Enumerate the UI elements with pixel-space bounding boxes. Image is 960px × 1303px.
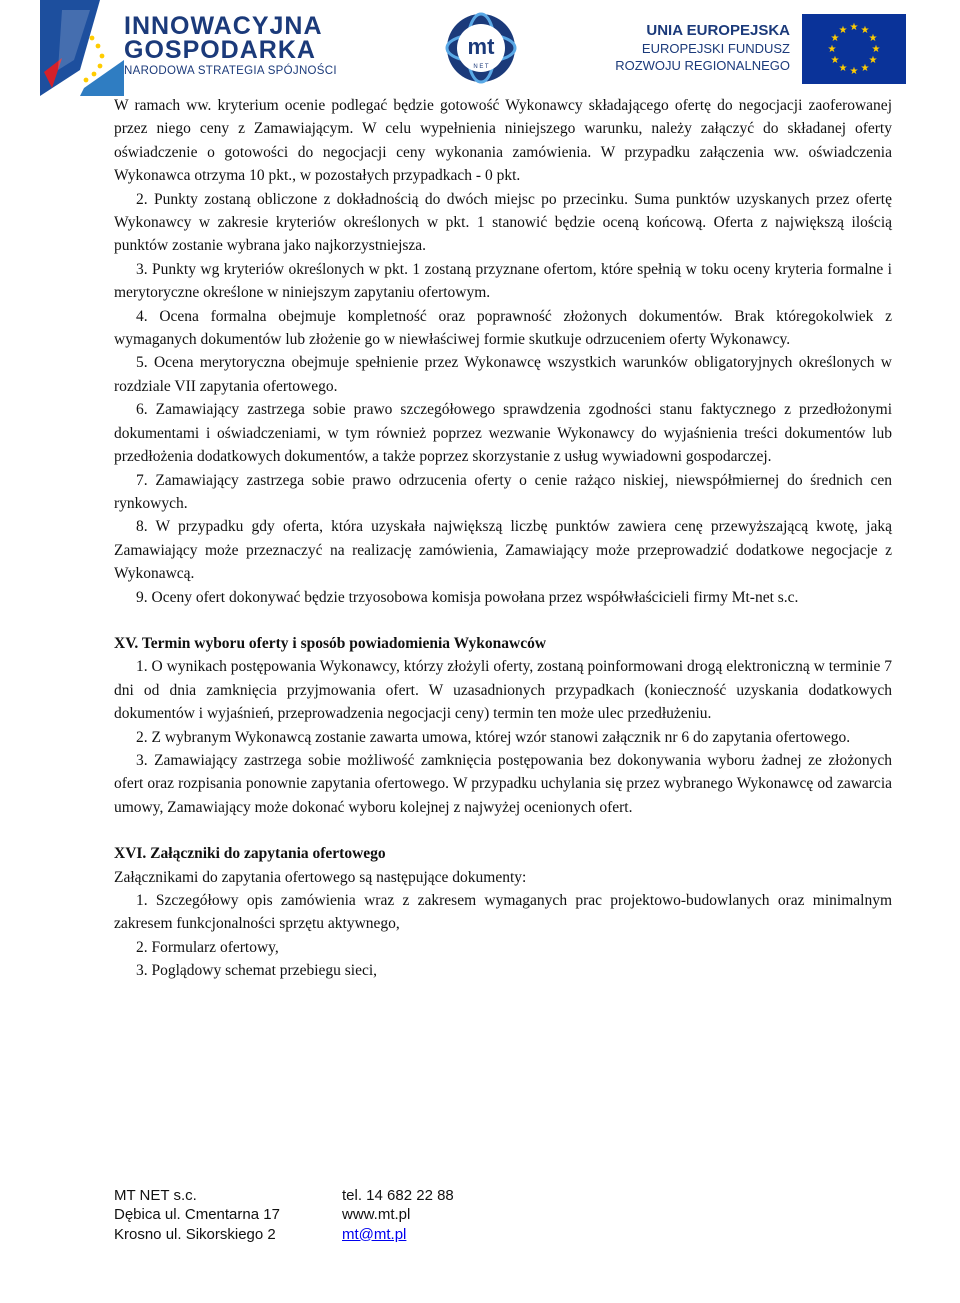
mt-logo-net: N E T (473, 64, 489, 70)
paragraph-item-6: 6. Zamawiający zastrzega sobie prawo szczegółowego sprawdzenia zgodności stanu faktycznego z przedłożonymi dokumentami i oświadczeniami, w tym również poprzez wezwanie Wykonawcy do wyjaśnienia treści dokumentów lub przedłożenia dodatkowych dokumentów, a także poprzez skorzystanie z usług wywiadowni gospodarczej. (114, 401, 892, 466)
ig-title-line2: GOSPODARKA (124, 36, 316, 64)
page-header (0, 0, 960, 96)
footer-website[interactable]: www.mt.pl (342, 1206, 411, 1224)
svg-text:★: ★ (860, 25, 870, 36)
svg-text:★: ★ (868, 55, 878, 66)
footer-phone: tel. 14 682 22 88 (342, 1187, 454, 1204)
paragraph-item-7: 7. Zamawiający zastrzega sobie prawo odrzucenia oferty o cenie rażąco niskiej, niewspółmiernej do średnich cen rynkowych. (114, 471, 892, 512)
section-xvi-item-1: 1. Szczegółowy opis zamówienia wraz z zakresem wymaganych prac projektowo-budowlanych oraz minimalnym zakresem funkcjonalności sprzętu aktywnego, (114, 892, 892, 933)
paragraph-item-9: 9. Oceny ofert dokonywać będzie trzyosobowa komisja powołana przez współwłaścicieli firmy Mt-net s.c. (136, 588, 799, 606)
paragraph-criterion-negotiation: W ramach ww. kryterium ocenie podlegać będzie gotowość Wykonawcy składającego ofertę do negocjacji zaoferowanej przez niego ceny z Zamawiającym. W celu wypełnienia niniejszego warunku, należy załączyć do składanej oferty oświadczenie o gotowości do negocjacji ceny wykonania zamówienia. W przypadku załączenia ww. oświadczenia Wykonawca otrzyma 10 pkt., w pozostałych przypadkach - 0 pkt. (114, 97, 892, 185)
footer-email-link[interactable]: mt@mt.pl (342, 1225, 407, 1243)
eu-wordmark (600, 22, 790, 74)
svg-text:★: ★ (849, 66, 859, 77)
eu-fund-line2: ROZWOJU REGIONALNEGO (615, 58, 790, 73)
mt-logo-letters: mt (467, 34, 495, 59)
footer-address-debica: Dębica ul. Cmentarna 17 (114, 1206, 280, 1224)
innowacyjna-gospodarka-wordmark (124, 14, 337, 77)
paragraph-item-2: 2. Punkty zostaną obliczone z dokładnością do dwóch miejsc po przecinku. Suma punktów uzyskanych przez ofertę Wykonawcy w zakresie kryteriów określonych w pkt. 1 stanowić będzie oceną końcową. Oferta z największą ilością punktów zostanie wybrana jako najkorzystniejsza. (114, 190, 892, 255)
paragraph-item-5: 5. Ocena merytoryczna obejmuje spełnienie przez Wykonawcę wszystkich warunków obligatoryjnych określonych w rozdziale VII zapytania ofertowego. (114, 354, 892, 395)
section-xv-item-1: 1. O wynikach postępowania Wykonawcy, którzy złożyli oferty, zostaną poinformowani drogą elektroniczną w terminie 7 dni od dnia zamknięcia przyjmowania ofert. W uzasadnionych przypadkach (konieczność uzyskania dodatkowych dokumentów i wyjaśnień, przeprowadzenia negocjacji ceny) termin ten może ulec przedłużeniu. (114, 658, 892, 723)
section-xv-heading: XV. Termin wyboru oferty i sposób powiadomienia Wykonawców (114, 634, 547, 652)
paragraph-item-8: 8. W przypadku gdy oferta, która uzyskała największą liczbę punktów zawiera cenę przewyższającą kwotę, jaką Zamawiający może przeznaczyć na realizację zamówienia, Zamawiający może przeprowadzić dodatkowe negocjacje z Wykonawcą. (114, 518, 892, 583)
svg-text:★: ★ (868, 33, 878, 44)
svg-text:★: ★ (871, 44, 881, 55)
svg-text:★: ★ (830, 33, 840, 44)
svg-text:★: ★ (860, 63, 870, 74)
svg-text:★: ★ (849, 22, 859, 33)
svg-text:★: ★ (830, 55, 840, 66)
page-footer (114, 1186, 454, 1244)
eu-fund-line1: EUROPEJSKI FUNDUSZ (641, 41, 790, 56)
svg-text:★: ★ (838, 63, 848, 74)
footer-company: MT NET s.c. (114, 1187, 197, 1204)
document-body (114, 94, 892, 983)
ig-subtitle: NARODOWA STRATEGIA SPÓJNOŚCI (124, 65, 337, 77)
footer-address-krosno: Krosno ul. Sikorskiego 2 (114, 1225, 276, 1243)
section-xvi-intro: Załącznikami do zapytania ofertowego są następujące dokumenty: (114, 868, 527, 886)
section-xvi-item-3: 3. Poglądowy schemat przebiegu sieci, (136, 962, 378, 980)
section-xv-item-2: 2. Z wybranym Wykonawcą zostanie zawarta umowa, której wzór stanowi załącznik nr 6 do zapytania ofertowego. (136, 728, 851, 746)
innowacyjna-gospodarka-logo-icon (40, 0, 126, 96)
section-xvi-heading: XVI. Załączniki do zapytania ofertowego (114, 845, 386, 863)
section-xv-item-3: 3. Zamawiający zastrzega sobie możliwość zamknięcia postępowania bez dokonywania wyboru żadnej ze złożonych ofert oraz rozpisania ponownie zapytania ofertowego. W przypadku uchylania się przez wybranego Wykonawcę od zawarcia umowy, Zamawiający może dokonać wyboru kolejnej z najwyżej ocenionych ofert. (114, 751, 892, 816)
svg-text:★: ★ (827, 44, 837, 55)
mt-net-logo-icon (441, 12, 521, 84)
section-xvi-item-2: 2. Formularz ofertowy, (136, 938, 279, 956)
svg-text:★: ★ (838, 25, 848, 36)
eu-title: UNIA EUROPEJSKA (646, 22, 790, 39)
eu-flag-icon (802, 14, 906, 84)
paragraph-item-3: 3. Punkty wg kryteriów określonych w pkt. 1 zostaną przyznane ofertom, które spełnią w toku oceny kryteria formalne i merytoryczne określone w niniejszym zapytaniu ofertowym. (114, 260, 892, 302)
ig-title-line1: INNOWACYJNA (124, 12, 323, 40)
paragraph-item-4: 4. Ocena formalna obejmuje kompletność oraz poprawność złożonych dokumentów. Brak któregokolwiek z wymaganych dokumentów lub złożenie go w niewłaściwej formie skutkuje odrzuceniem oferty Wykonawcy. (114, 307, 892, 349)
